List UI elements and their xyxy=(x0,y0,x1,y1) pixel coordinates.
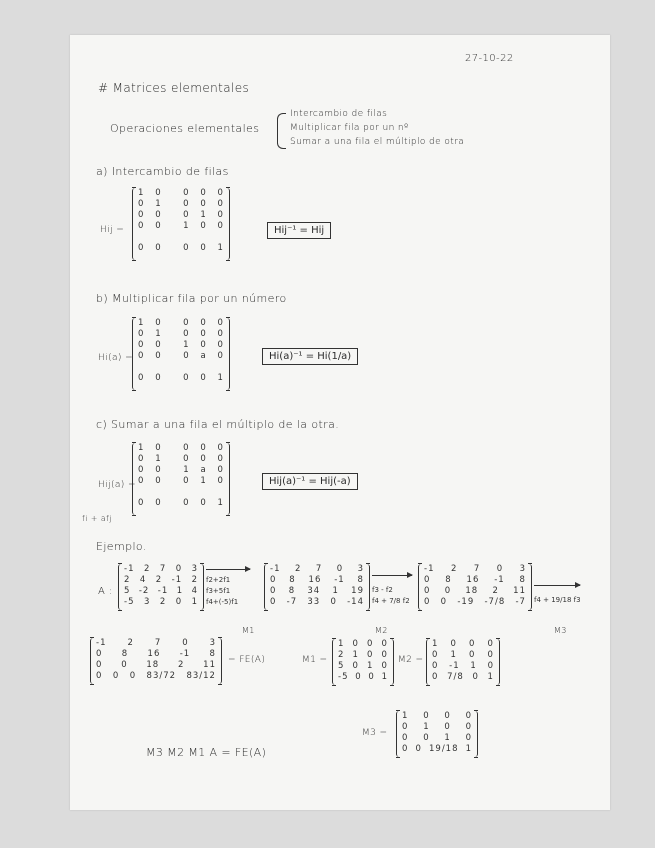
brace xyxy=(277,113,286,149)
formula-box-c: Hij(a)⁻¹ = Hij(-a) xyxy=(262,473,358,490)
under-label-m2: M2 xyxy=(375,626,388,635)
op-item-2: Multiplicar fila por un nº xyxy=(290,123,409,133)
section-c-heading: c) Sumar a una fila el múltiplo de la otra. xyxy=(96,418,340,431)
section-c-matrix-label: Hij(a) = xyxy=(98,480,136,490)
m1-label: M1 = xyxy=(302,655,328,665)
operaciones-label: Operaciones elementales xyxy=(110,122,260,135)
page-title: # Matrices elementales xyxy=(98,81,250,95)
matrix-step-3: -1 2 7 0 3 0 8 16 -1 8 0 0 18 2 11 0 0 -19 -7/8 -7 xyxy=(418,564,532,610)
under-label-m1: M1 xyxy=(242,626,255,635)
notebook-page xyxy=(70,35,610,810)
matrix-fe: -1 2 7 0 3 0 8 16 -1 8 0 0 18 2 11 0 0 0 83/72 83/12 xyxy=(90,638,222,684)
matrix-m3: 1 0 0 0 0 1 0 0 0 0 1 0 0 0 19/18 1 xyxy=(396,711,478,757)
arrow-1 xyxy=(206,569,250,570)
matrix-a-label: A : xyxy=(98,586,113,597)
section-b-heading: b) Multiplicar fila por un número xyxy=(96,292,287,305)
final-equation: M3 M2 M1 A = FE(A) xyxy=(146,746,267,759)
matrix-a: -1 2 7 0 3 2 4 2 -1 2 5 -2 -1 1 4 -5 3 2 0 1 xyxy=(118,564,204,610)
op-item-1: Intercambio de filas xyxy=(290,109,388,119)
date: 27-10-22 xyxy=(465,53,514,64)
ops-2: f3 - f2 f4 + 7/8 f2 xyxy=(372,586,410,605)
matrix-hia: 1 0 0 0 0 0 1 0 0 0 0 0 1 0 0 0 0 0 a 0 0 0 0 0 1 xyxy=(132,318,230,390)
matrix-m1: 1 0 0 0 2 1 0 0 5 0 1 0 -5 0 0 1 xyxy=(332,639,394,685)
fe-label: = FE(A) xyxy=(228,655,266,665)
op-item-3: Sumar a una fila el múltiplo de otra xyxy=(290,137,465,147)
m2-label: M2 = xyxy=(398,655,424,665)
section-a-matrix-label: Hij = xyxy=(100,225,125,235)
section-a-heading: a) Intercambio de filas xyxy=(96,165,229,178)
formula-box-a: Hij⁻¹ = Hij xyxy=(267,222,331,239)
arrow-2 xyxy=(372,575,412,576)
ops-3: f4 + 19/18 f3 xyxy=(534,596,581,604)
ops-1: f2+2f1 f3+5f1 f4+(-5)f1 xyxy=(206,576,239,606)
section-c-row-op: fi + afj xyxy=(82,514,112,523)
matrix-hij: 1 0 0 0 0 0 1 0 0 0 0 0 0 1 0 0 0 1 0 0 0 0 0 0 1 xyxy=(132,188,230,260)
matrix-hija: 1 0 0 0 0 0 1 0 0 0 0 0 1 a 0 0 0 0 1 0 0 0 0 0 1 xyxy=(132,443,230,515)
under-label-m3: M3 xyxy=(554,626,567,635)
section-b-matrix-label: Hi(a) = xyxy=(98,353,134,363)
formula-box-b: Hi(a)⁻¹ = Hi(1/a) xyxy=(262,348,358,365)
m3-label: M3 = xyxy=(362,728,388,738)
matrix-step-2: -1 2 7 0 3 0 8 16 -1 8 0 8 34 1 19 0 -7 33 0 -14 xyxy=(264,564,370,610)
matrix-m2: 1 0 0 0 0 1 0 0 0 -1 1 0 0 7/8 0 1 xyxy=(426,639,500,685)
ejemplo-heading: Ejemplo. xyxy=(96,540,147,553)
arrow-3 xyxy=(534,585,580,586)
